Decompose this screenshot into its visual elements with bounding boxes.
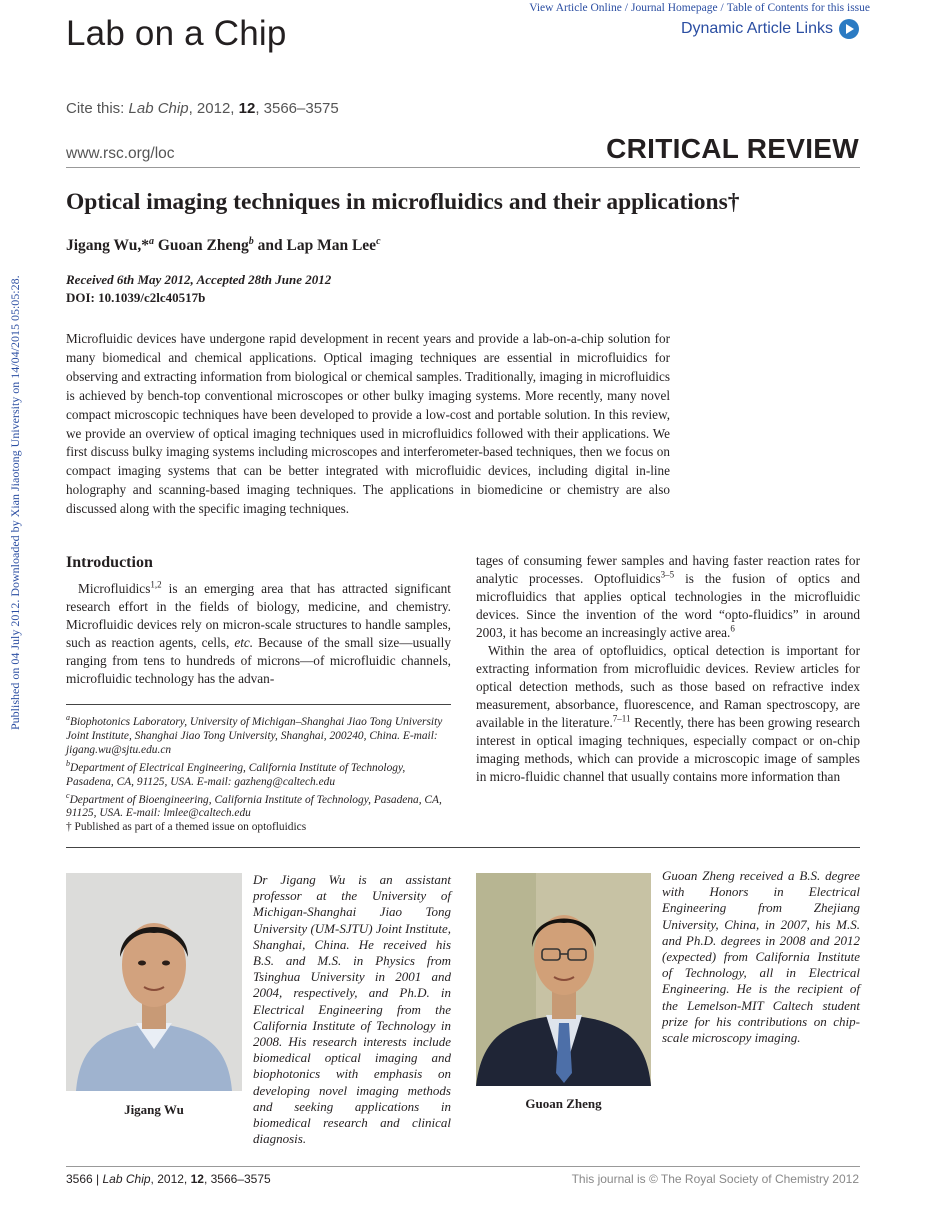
citation-ref[interactable]: 6 bbox=[730, 623, 735, 634]
dynamic-article-links[interactable] bbox=[681, 19, 859, 39]
photo-caption-wu: Jigang Wu bbox=[124, 1102, 184, 1117]
article-type: CRITICAL REVIEW bbox=[606, 133, 859, 164]
received-dates: Received 6th May 2012, Accepted 28th June 2012 bbox=[66, 272, 332, 287]
portrait-wu-icon bbox=[66, 873, 242, 1091]
article-title: Optical imaging techniques in microfluidics and their applications† bbox=[66, 189, 740, 215]
photo-caption-zheng: Guoan Zheng bbox=[525, 1096, 602, 1111]
section-heading-introduction: Introduction bbox=[66, 554, 153, 571]
top-links: View Article Online / Journal Homepage / Table of Contents for this issue bbox=[529, 2, 870, 14]
journal-url[interactable]: www.rsc.org/loc bbox=[66, 145, 175, 162]
citation-ref[interactable]: 1,2 bbox=[150, 579, 162, 590]
footer-divider bbox=[66, 1166, 860, 1167]
footnote-divider bbox=[66, 704, 451, 705]
footer-copyright: This journal is © The Royal Society of Chemistry 2012 bbox=[571, 1172, 859, 1186]
play-arrow-icon[interactable] bbox=[839, 19, 859, 39]
intro-column-right: tages of consuming fewer samples and having faster reaction rates for analytic processes. Optofluidics$^{3-5}$ is the fusion of optics and microfluidics that applies optical technologies in the microfluidic devices. Since the invention of the word “opto-fluidics” in around 2003, it has become an increasingly active area.$^6$ Within the area of optofluidics, optical detection is important for extracting information from microfluidic devices. Review articles for optical detection methods, such as those based on refractive index measurement, absorbance, fluorescence, and Raman spectroscopy, are available in the literature.$^{7-11}$ Recently, there has been growing research interest in optical imaging techniques, especially compact or on-chip imaging methods, which can provide a microscopic image of samples in micro-fluidic channel that usually contains more information than bbox=[476, 553, 861, 784]
footnote-affiliation-c: $^c$Department of Bioengineering, California Institute of Technology, Pasadena, CA, 91125, USA. E-mail: lmlee@caltech.edu bbox=[66, 790, 442, 820]
author-bio-wu: Dr Jigang Wu is an assistant professor at the University of Michigan-Shanghai Jiao Tong University (UM-SJTU) Joint Institute, Shanghai, China. He received his B.S. and M.S. in Physics from Tsinghua University in 2001 and 2004, respectively, and Ph.D. in Electrical Engineering from the California Institute of Technology in 2008. His research interests include biomedical optical imaging and biophotonics with emphasis on developing novel imaging methods and seeking applications in biomedical research and clinical diagnosis. bbox=[253, 872, 451, 1147]
dynamic-article-links-label[interactable]: Dynamic Article Links bbox=[680, 20, 833, 37]
portrait-zheng-icon bbox=[476, 873, 651, 1086]
author-photo-wu bbox=[66, 873, 242, 1091]
footer-citation: 3566 | Lab Chip, 2012, 12, 3566–3575 bbox=[66, 1172, 271, 1186]
author-bio-zheng: Guoan Zheng received a B.S. degree with Honors in Electrical Engineering from Zhejiang University, China, in 2007, his M.S. and Ph.D. degrees in 2008 and 2012 (expected) from California Institute of Technology, all in Electrical Engineering. He is the recipient of the Lemelson-MIT Caltech student prize for his contributions on chip-scale microscopy imaging. bbox=[662, 868, 860, 1046]
author-list: Jigang Wu,*$^a$ Guoan Zheng$^b$ and Lap Man Lee$^c$ bbox=[66, 236, 381, 255]
author-photo-zheng bbox=[476, 873, 651, 1086]
intro-column-left: Microfluidics$^{1,2}$ is an emerging area that has attracted significant research effort in the fields of biology, medicine, and chemistry. Microfluidic devices rely on micron-scale structures to handle samples, such as reaction agents, cells, etc. Because of the small size—usually ranging from tens to hundreds of microns—of microfluidic channels, microfluidic technology has the advan- bbox=[66, 579, 451, 686]
page-number: 3566 bbox=[66, 1172, 93, 1186]
view-article-online-link[interactable]: View Article Online bbox=[529, 2, 622, 14]
journal-title: Lab on a Chip bbox=[66, 14, 287, 53]
bio-divider bbox=[66, 847, 860, 848]
footnote-themed-issue: † Published as part of a themed issue on optofluidics bbox=[66, 821, 307, 834]
footnote-affiliation-a: $^a$Biophotonics Laboratory, University of Michigan–Shanghai Jiao Tong University Joint Institute, Shanghai Jiao Tong University, Shanghai, 200240, China. E-mail: jigang.wu@sjtu.edu.cn bbox=[66, 713, 443, 756]
footnotes bbox=[66, 711, 451, 834]
doi[interactable]: DOI: 10.1039/c2lc40517b bbox=[66, 290, 206, 305]
citation-line: Cite this: Lab Chip, 2012, 12, 3566–3575 bbox=[66, 100, 339, 117]
table-of-contents-link[interactable]: Table of Contents for this issue bbox=[726, 2, 870, 14]
footnote-affiliation-b: $^b$Department of Electrical Engineering, California Institute of Technology, Pasadena, CA, 91125, USA. E-mail: gazheng@caltech.edu bbox=[66, 758, 406, 788]
citation-ref[interactable]: 3–5 bbox=[660, 569, 675, 580]
citation-ref[interactable]: 7–11 bbox=[612, 713, 631, 724]
journal-homepage-link[interactable]: Journal Homepage bbox=[631, 2, 718, 14]
header-divider bbox=[66, 167, 860, 168]
abstract: Microfluidic devices have undergone rapid development in recent years and provide a lab-on-a-chip solution for many biomedical and chemical applications. Optical imaging techniques are essential in microfluidics for observing and extracting information from biological or chemical samples. Traditionally, imaging in microfluidics is achieved by bench-top conventional microscopes or other bulky imaging systems. More recently, many novel compact microscopic techniques have been developed to provide a low-cost and portable solution. In this review, we provide an overview of optical imaging techniques used in microfluidics followed with their applications. We first discuss bulky imaging systems including microscopes and interferometer-based techniques, then we focus on compact imaging systems that can be better integrated with microfluidic devices, including digital in-line holography and scanning-based imaging techniques. The applications in biomedicine or chemistry are also discussed along with the specific imaging techniques. bbox=[66, 331, 670, 517]
download-side-note: Published on 04 July 2012. Downloaded by Xian Jiaotong University on 14/04/2015 05:05:28. bbox=[8, 275, 22, 730]
